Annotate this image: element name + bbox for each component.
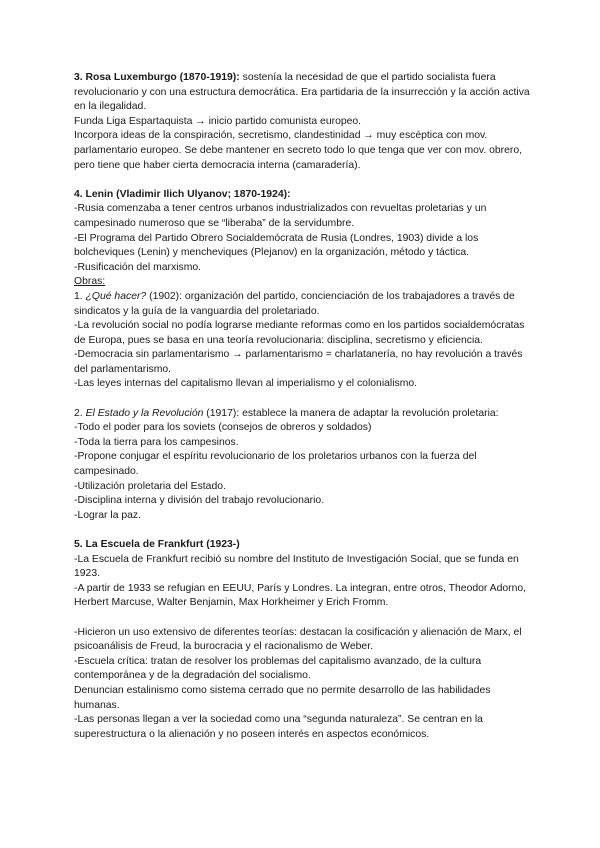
frankfurt-item: -Hicieron un uso extensivo de diferentes teorías: destacan la cosificación y alienación de Marx, el psicoanálisis de Freud, la burocracia y el racionalismo de Weber.: [74, 626, 522, 653]
section-rosa-luxemburgo: [74, 71, 536, 173]
obra-2-item: -Todo el poder para los soviets (consejos de obreros y soldados): [74, 422, 372, 434]
lenin-item: -El Programa del Partido Obrero Socialdemócrata de Rusia (Londres, 1903) divide a los bolcheviques (Lenin) y mencheviques (Plejanov) en la organización, método y táctica.: [74, 232, 479, 259]
document-body: [74, 71, 536, 742]
lenin-obras-label: Obras:: [74, 276, 106, 288]
frankfurt-heading: 5. La Escuela de Frankfurt (1923-): [74, 539, 240, 550]
frankfurt-item: -Las personas llegan a ver la sociedad como una “segunda naturaleza”. Se centran en la superestructura o la alienación y no poseen interés en aspectos económicos.: [74, 714, 483, 740]
lenin-heading: 4. Lenin (Vladimir Ilich Ulyanov; 1870-1924):: [74, 188, 291, 200]
rosa-line-conspiracion: Incorpora ideas de la conspiración, secretismo, clandestinidad → muy escéptica con mov. parlamentario europeo. Se debe mantener en secreto todo lo que tenga que ver con mov. obrero, pero tiene que haber cierta democracia interna (camaradería).: [74, 130, 523, 171]
frankfurt-item: -A partir de 1933 se refugian en EEUU, París y Londres. La integran, entre otros, Theodor Adorno, Herbert Marcuse, Walter Benjamin, Max Horkheimer y Erich Fromm.: [74, 582, 527, 609]
obra-2-item: -Lograr la paz.: [74, 509, 141, 521]
section-lenin: [74, 188, 536, 524]
rosa-heading: 3. Rosa Luxemburgo (1870-1919):: [74, 72, 240, 83]
rosa-intro-text: sostenía la necesidad de que el partido socialista fuera revolucionario y con una estructura democrática. Era partidaria de la insurrección y la acción activa en la ilegalidad.: [74, 72, 530, 113]
obra-2-item: -Toda la tierra para los campesinos.: [74, 436, 239, 448]
obra-1-item: -Democracia sin parlamentarismo → parlamentarismo = charlatanería, no hay revolución a través del parlamentarismo.: [74, 349, 523, 375]
lenin-item: -Rusificación del marxismo.: [74, 261, 202, 273]
obra-2-item: -Disciplina interna y división del trabajo revolucionario.: [74, 495, 325, 507]
frankfurt-item: Denuncian estalinismo como sistema cerrado que no permite desarrollo de las habilidades humanas.: [74, 684, 491, 711]
lenin-obra-2: [74, 407, 536, 422]
obra-2-title: El Estado y la Revolución: [85, 407, 204, 419]
obra-2-description: (1917): establece la manera de adaptar la revolución proletaria:: [203, 407, 499, 419]
obra-1-item: -Las leyes internas del capitalismo llevan al imperialismo y el colonialismo.: [74, 378, 418, 390]
section-frankfurt: [74, 538, 536, 742]
rosa-intro-paragraph: [74, 71, 536, 115]
obra-1-item: -La revolución social no podía lograrse mediante reformas como en los partidos socialdemócratas de Europa, pues se basa en una teoría revolucionaria: disciplina, secretismo y eficiencia.: [74, 320, 525, 346]
frankfurt-item: -Escuela crítica: tratan de resolver los problemas del capitalismo avanzado, de la cultura contemporánea y de la degradación del socialismo.: [74, 655, 482, 682]
obra-2-item: -Utilización proletaria del Estado.: [74, 480, 226, 492]
obra-1-description: (1902): organización del partido, concienciación de los trabajadores a través de sindicatos y la guía de la vanguardia del proletariado.: [74, 290, 515, 317]
obra-1-number: 1.: [74, 290, 86, 302]
frankfurt-item: -La Escuela de Frankfurt recibió su nombre del Instituto de Investigación Social, que se funda en 1923.: [74, 553, 519, 580]
lenin-obra-1: [74, 290, 536, 319]
lenin-item: -Rusia comenzaba a tener centros urbanos industrializados con revueltas proletarias y un campesinado numeroso que se “liberaba” de la servidumbre.: [74, 203, 487, 229]
obra-1-title: ¿Qué hacer?: [85, 290, 147, 302]
obra-2-item: -Propone conjugar el espíritu revolucionario de los proletarios urbanos con la fuerza del campesinado.: [74, 451, 477, 478]
rosa-line-liga: Funda Liga Espartaquista → inicio partido comunista europeo.: [74, 115, 362, 127]
obra-2-number: 2.: [74, 407, 86, 419]
